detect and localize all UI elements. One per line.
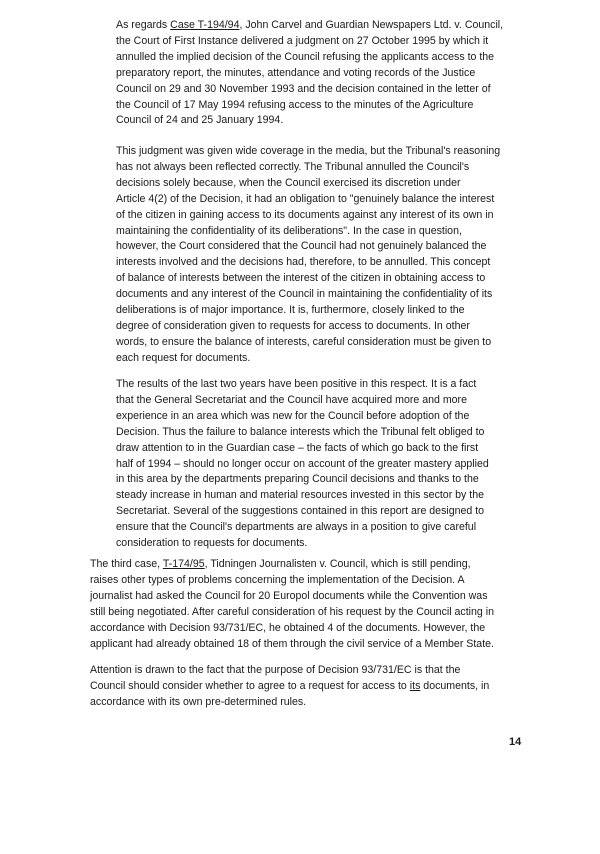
text-run: preparatory report, the minutes, attendance and voting records of the Justice [116,66,476,79]
text-line [116,113,552,129]
paragraph-attention [90,663,552,711]
text-run: steady increase in human and material resources invested in this sector by the [116,489,485,502]
text-run: draw attention to in the Guardian case – the facts of which go back to the first [116,441,479,454]
text-line [116,472,552,488]
text-run: experience in an area which was new for the Council before adoption of the [116,409,470,422]
text-line [116,351,552,367]
text-line [116,82,552,98]
text-line [90,679,552,695]
text-run: Council of 24 and 25 January 1994. [116,114,284,127]
text-line [90,663,552,679]
text-line [116,50,552,66]
text-line [116,319,552,335]
text-run: has not always been reflected correctly. The Tribunal annulled the Council's [116,160,470,173]
text-run: Attention is drawn to the fact that the purpose of Decision 93/731/EC is that the [90,664,461,676]
text-run: , Tidningen Journalisten v. Council, which is still pending, [204,558,471,570]
text-line [116,239,552,255]
text-run: in this area by the departments preparing Council decisions and thanks to the [116,473,479,486]
text-run: As regards [116,19,171,31]
text-run: still being negotiated. After careful consideration of his request by the Council acting in [90,605,494,618]
text-run: raises other types of problems concerning the implementation of the Decision. A [90,573,465,586]
text-line [90,589,552,605]
page-number: 14 [509,736,522,748]
text-line [116,393,552,409]
paragraph-media-coverage [116,144,552,367]
text-line [116,98,552,114]
text-line [116,520,552,536]
text-run: , John Carvel and Guardian Newspapers Ltd. v. Council, [239,19,504,31]
text-line [116,457,552,473]
underlined-text: its [409,679,421,692]
text-line [116,160,552,176]
text-run: however, the Court considered that the Council had not genuinely balanced the [116,240,487,253]
text-run: The results of the last two years have been positive in this respect. It is a fact [116,378,477,390]
text-run: words, to ensure the balance of interests, careful consideration must be given to [116,335,492,348]
paragraph-case-t194 [116,18,552,129]
text-line [116,255,552,271]
text-line [116,303,552,319]
text-line [116,224,552,240]
text-line [116,377,552,393]
text-line [90,573,552,589]
text-run: applicant had already obtained 18 of them through the civil service of a Member State. [90,637,494,650]
text-run: maintaining the confidentiality of its deliberations". In the case in question, [116,224,462,237]
text-line [116,425,552,441]
text-run: of balance of interests between the interest of the citizen in obtaining access to [116,272,486,285]
text-run: annulled the implied decision of the Council refusing the applicants access to the [116,50,495,63]
text-run: Council on 29 and 30 November 1993 and the decision contained in the letter of [116,82,491,95]
text-line [90,605,552,621]
text-line [116,176,552,192]
text-line [116,335,552,351]
text-run: accordance with Decision 93/731/EC, he obtained 4 of the documents. However, the [90,621,486,634]
text-run: The third case, [90,558,163,570]
text-run: journalist had asked the Council for 20 Europol documents while the Convention was [90,589,488,602]
text-line [116,271,552,287]
text-line [90,557,552,573]
text-run: Council should consider whether to agree to a request for access to [90,679,410,692]
text-run: half of 1994 – should no longer occur on account of the greater mastery applied [116,457,489,470]
underlined-text: T-174/95 [162,558,205,570]
text-run: consideration to requests for documents. [116,537,308,550]
paragraph-case-t174 [90,557,552,652]
text-run: accordance with its own pre-determined rules. [90,695,307,708]
text-line [90,621,552,637]
text-line [116,192,552,208]
text-run: the Court of First Instance delivered a judgment on 27 October 1995 by which it [116,34,489,47]
text-line [116,34,552,50]
text-run: of the citizen in gaining access to its documents against any interest of its own in [116,208,494,221]
text-run: degree of consideration given to requests for access to documents. In other [116,319,470,332]
text-line [116,441,552,457]
text-run: This judgment was given wide coverage in the media, but the Tribunal's reasoning [116,145,501,157]
text-run: each request for documents. [116,351,251,364]
text-line [90,695,552,711]
text-line [116,18,552,34]
text-line [116,66,552,82]
text-line [116,409,552,425]
text-line [116,144,552,160]
text-run: documents and any interest of the Council in maintaining the confidentiality of its [116,288,493,301]
underlined-text: Case T-194/94 [170,19,240,31]
text-run: decisions solely because, when the Council exercised its discretion under [116,176,461,189]
text-run: Secretariat. Several of the suggestions contained in this report are designed to [116,505,485,518]
text-line [116,287,552,303]
text-run: interests involved and the decisions had, therefore, to be annulled. This concept [116,256,491,269]
paragraph-last-two-years [116,377,552,552]
text-line [116,208,552,224]
text-line [116,536,552,552]
text-run: the Council of 17 May 1994 refusing access to the minutes of the Agriculture [116,98,474,111]
text-line [116,488,552,504]
text-line [90,637,552,653]
text-run: documents, in [420,679,490,692]
text-line [116,504,552,520]
text-run: deliberations is of major importance. It is, furthermore, closely linked to the [116,304,465,317]
text-run: Decision. Thus the failure to balance interests which the Tribunal felt obliged to [116,425,485,438]
text-run: Article 4(2) of the Decision, it had an obligation to "genuinely balance the interest [116,192,495,205]
text-run: that the General Secretariat and the Council have acquired more and more [116,393,467,406]
text-run: ensure that the Council's departments are always in a position to give careful [116,521,477,534]
